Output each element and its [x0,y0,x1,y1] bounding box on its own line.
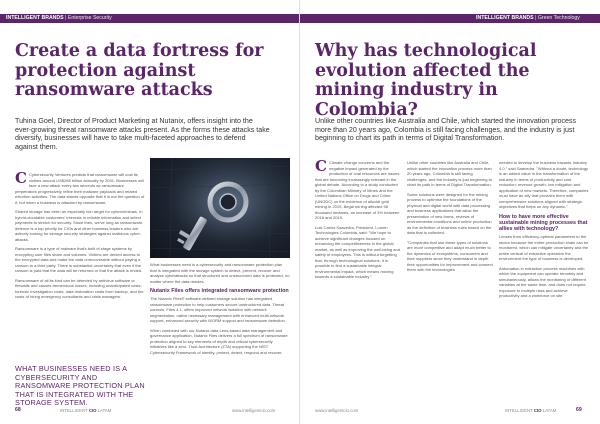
paragraph: Ransomware of all its kind can be detected by antivirus software or firewalls and causes tremendous losses, including unanticipated costs, forensic investigation costs, data restoration costs from backup, and the costs of hiring emergency consultants and crisis managers. [15,277,144,299]
article-column-1 [15,172,145,358]
subheading: How to have more effective sustainable mining processes that allies with technology? [499,213,588,233]
drop-cap: C [315,160,327,175]
drop-cap: C [15,172,27,187]
paragraph: "Companies that use these types of solutions are more competitive and adapt much better to the dynamics of ecosystems, consumers and their suppliers since they understand in depth their opportunities for improvement and connect them with the technologies [407,239,493,272]
footer-brand-cio: CIO [88,408,97,413]
paragraph: Luis Carlos Saavedra, President, Lumen Technologies Colombia, said: "We hope to achieve significant changes focused on enhancing the competitiveness in the global market, as well as improving the well-being and safety of employees. This is without forgetting that, through technological solutions, it is possible to find a sustainable integral environmental impact, which means moving towards a sustainable industry." [315,224,401,279]
paragraph: Unlike other countries like Australia and Chile, which started the innovation process more than 20 years ago, Colombia is still facing challenges, and the industry is just beginning to chart its path in terms of Digital Transformation. [407,160,493,187]
page-number: 68 [15,407,21,413]
footer-brand [505,408,556,413]
section-header-bar [0,14,300,23]
footer-brand [60,408,111,413]
key-lock-photo [150,158,290,258]
paragraph: Ransomware is a type of malware that's built of stage systems by encrypting user files share and volumes. Victims are denied access to the encrypted data and make the data unrecoverable without paying a ransom to a third party. There is substantial uncertainty that even if the ransom is paid that the data will be returned or that the attack is ended. [15,246,143,273]
paragraph-text: Cybersecurity Ventures predicts that ransomware will cost its victims around US$265 billion annually by 2031. Businesses will face a new attack every two seconds as ransomware perpetrators progressively refine their malware payloads and related extortion activities. The data stands opposite that it is not the question of if, but when a business is attacked by ransomware. [15,172,145,205]
footer-region: LATAM [97,408,112,413]
article-column-3 [499,160,589,400]
footer-brand-cio: CIO [533,408,542,413]
footer-brand-name: INTELLIGENT [505,408,533,413]
paragraph: Lenses from efficiency-optimal parameters to the sector because the entire production chain can be monitored, which can mitigate uncertainty and the entire vertical of extractive operation the environment the type of business is developed. [499,234,589,262]
paragraph: Some solutions were designed for the mining process to optimise the foundations of the physical and digital world with data processing and business applications that allow the presentation of new forms, reviews of environmental conditions and online production as the definition of business rules based on the data that is collected. [407,191,492,235]
category-label: | Green Technology [535,15,580,21]
subheading: Nutanix Files offers integrated ransomware protection [150,288,289,294]
paragraph: Shared storage has been an especially rich target for cybercriminals. In hybrid-cloudable customers' interests in reliable information and select payments to stretch for security. Since then, we've long as ransomware defence is a top priority for CIOs and other business leaders who are actively looking for storage security strategies against malicious cyber-attacks. [15,209,143,242]
paragraph-text: Climate change concerns and the negative impact generated by the production of coal resources are issues that are becoming increasingly relevant in the global debate. According to a study conducted by the Colombian Ministry of Mines and the United Nations Office on Drugs and Crime (UNODC) on the evidence of alluvial gold mining in 2019, illegal mining affected 98 thousand hectares, an increase of 3% between 2018 and 2019. [315,160,400,220]
section-header-bar [300,14,600,23]
article-title: Why has technological evolution affected the mining industry in Colombia? [315,41,537,120]
paragraph: What businesses need is a cybersecurity and ransomware protection plan that is integrated with the storage system to detect, prevent, recover and analyse cyberattacks so that structured and unstructured data is protected, no matter where the data resides. [150,262,290,284]
right-page [300,0,600,424]
section-label: INTELLIGENT BRANDS [476,15,534,21]
paragraph [15,172,145,205]
pull-quote: WHAT BUSINESSES NEED IS A CYBERSECURITY AND RANSOMWARE PROTECTION PLAN THAT IS INTEGRATED WITH THE STORAGE SYSTEM. [15,364,145,408]
paragraph: needed to develop the business towards Industry 4.0," said Saavedra. "Without a doubt, technology is an added value in the transformation of the industry in terms of productivity and cost reduction; revenue growth; low mitigation and application of new markets. Therefore, companies must have an ally that provides them with comprehensive solutions aligned with strategic objectives that helps on any dynamic." [499,160,589,209]
article-lead: Unlike other countries like Australia and Chile, which started the innovation process more than 20 years ago, Colombia is still facing challenges, and the industry is just beginning to chart its path in terms of Digital Transformation. [315,117,577,143]
article-column-2 [150,262,290,402]
key-icon [150,158,290,258]
article-title: Create a data fortress for protection against ransomware attacks [15,41,264,100]
article-column-2 [407,160,493,400]
footer-brand-name: INTELLIGENT [60,408,88,413]
category-label: | Enterprise Security [65,15,112,21]
paragraph: Automation in extraction process machines with which the equipment can operate remotely and simultaneously, allows the monitoring of different variables at the same time, and does not require exposure to multiple risks and achieve productivity and a workforce on site. [499,265,586,299]
section-label: INTELLIGENT BRANDS [6,15,64,21]
footer-website: www.intelligentcio.com [315,408,359,413]
paragraph [315,160,401,221]
article-lead: Tuhina Goel, Director of Product Marketing at Nutanix, offers insight into the ever-growing threat ransomware attacks present. As the forms these attacks take diversify, businesses will have to take multi-faceted approaches to defend against them. [15,117,270,151]
paragraph: When combined with our Nutanix data Lens-based data management and governance application, Nutanix Files delivers a full spectrum of ransomware protection aligned to key elements of depth and critical cybersecurity initiatives like a zero. Trust Architecture (ZTA) supporting the NIST Cybersecurity Framework of identify, protect, detect, respond and recover. [150,327,288,355]
footer-region: LATAM [542,408,557,413]
article-column-1 [315,160,401,400]
page-number: 69 [576,407,582,413]
footer-website: www.intelligentcio.com [232,408,276,413]
paragraph: The Nutanix Files® software-defined storage solution has integrated ransomware protection to help customers secure unstructured data. Threat controls, Files 4.1, offers improved network isolation with network segmentation, native necessary management with enhanced multi-network support, enhanced security with WORM support and ransomware detection. [150,296,286,324]
